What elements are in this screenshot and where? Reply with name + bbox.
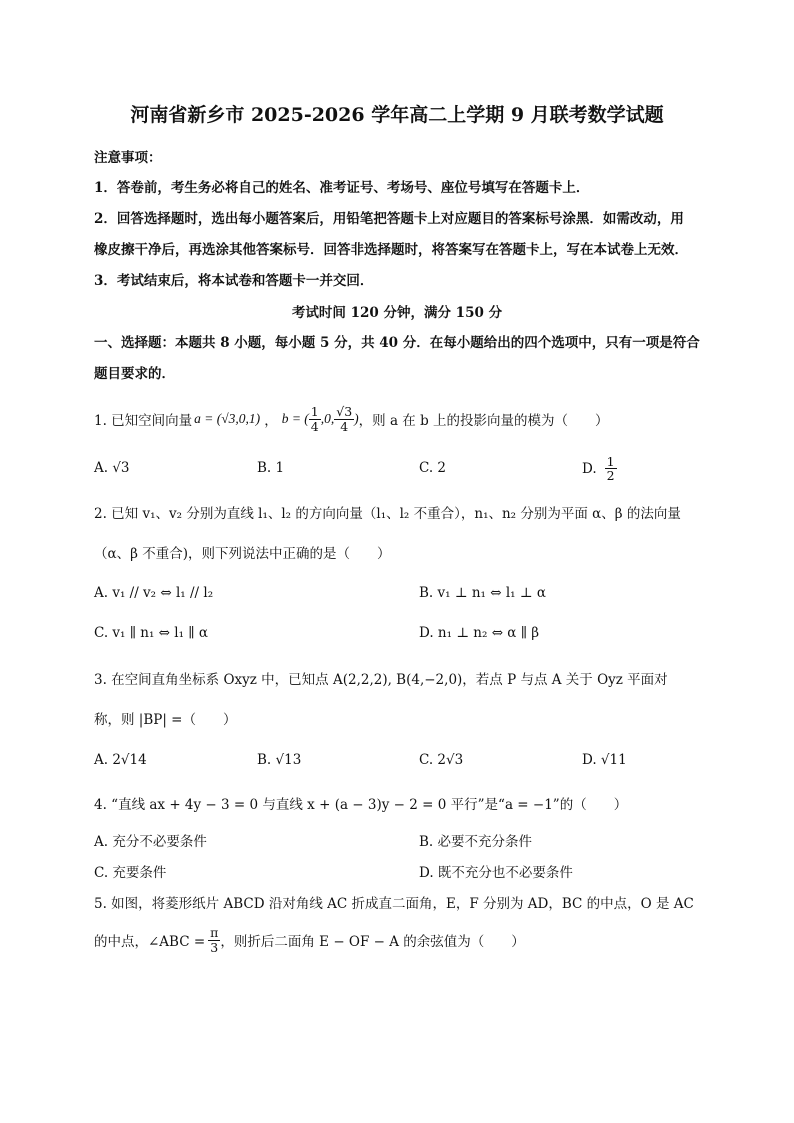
notice-heading: 注意事项： <box>94 150 162 166</box>
q2-line-1: 2. 已知 v₁、v₂ 分别为直线 l₁、l₂ 的方向向量（l₁、l₂ 不重合），n₁、n₂ 分别为平面 α、β 的法向量 <box>94 506 681 522</box>
q3-option-d[interactable]: D. √11 <box>582 752 627 768</box>
page-title: 河南省新乡市 2025-2026 学年高二上学期 9 月联考数学试题 <box>130 104 664 126</box>
q1-fraction-1: $\frac{1}{4}$ <box>310 404 319 434</box>
q1-vector-b-prefix: b = ( <box>281 411 309 426</box>
notice-item-3: 3．考试结束后，将本试卷和答题卡一并交回． <box>94 273 374 289</box>
section-1-line-2: 题目要求的． <box>94 366 175 382</box>
q3-option-a[interactable]: A. 2√14 <box>94 752 147 768</box>
q2-line-2: （α、β 不重合)，则下列说法中正确的是（ ） <box>94 546 391 562</box>
q1-option-d-fraction: $\frac{1}{2}$ <box>606 454 615 484</box>
q5-line-2-suffix: ，则折后二面角 E − OF − A 的余弦值为（ ） <box>220 934 525 950</box>
section-1-line-1: 一、选择题：本题共 8 小题，每小题 5 分，共 40 分．在每小题给出的四个选项中，只有一项是符合 <box>94 335 700 351</box>
exam-info: 考试时间 120 分钟，满分 150 分 <box>291 305 503 321</box>
q4-option-d[interactable]: D. 既不充分也不必要条件 <box>419 865 573 881</box>
q1-suffix: ，则 a 在 b 上的投影向量的模为（ ） <box>358 413 609 429</box>
q1-vector-a: a = (√3,0,1) <box>194 411 261 426</box>
q2-option-d[interactable]: D. n₁ ⊥ n₂ ⇔ α ∥ β <box>419 625 540 641</box>
q3-line-1: 3. 在空间直角坐标系 Oxyz 中，已知点 A(2,2,2), B(4,−2,0)，若点 P 与点 A 关于 Oyz 平面对 <box>94 672 668 688</box>
q3-option-c[interactable]: C. 2√3 <box>419 752 464 768</box>
q1-prefix: 1. 已知空间向量 <box>94 413 193 429</box>
q4-line-1: 4. “直线 ax + 4y − 3 = 0 与直线 x + (a − 3)y − 2 = 0 平行”是“a = −1”的（ ） <box>94 797 628 813</box>
q4-option-a[interactable]: A. 充分不必要条件 <box>94 834 207 850</box>
question-1: 1. 已知空间向量 a = (√3,0,1) ， b = ( $\frac{1}{4}$ ,0, $\frac{√3}{4}$ ) ，则 a 在 b 上的投影向量的模为（ ） <box>94 404 609 434</box>
q3-line-2: 称，则 |BP| =（ ） <box>94 712 237 728</box>
q1-fraction-2: $\frac{√3}{4}$ <box>336 404 353 434</box>
q5-fraction: $\frac{\pi}{3}$ <box>210 925 219 955</box>
q1-vector-b-mid: ,0, <box>320 411 335 426</box>
q1-option-c[interactable]: C. 2 <box>419 460 447 476</box>
q4-option-c[interactable]: C. 充要条件 <box>94 865 167 881</box>
notice-item-2-line-1: 2．回答选择题时，选出每小题答案后，用铅笔把答题卡上对应题目的答案标号涂黑．如需改动，用 <box>94 211 684 227</box>
q5-line-1: 5. 如图，将菱形纸片 ABCD 沿对角线 AC 折成直二面角，E，F 分别为 AD，BC 的中点，O 是 AC <box>94 896 694 912</box>
q3-option-b[interactable]: B. √13 <box>257 752 302 768</box>
q2-option-b[interactable]: B. v₁ ⊥ n₁ ⇔ l₁ ⊥ α <box>419 585 546 601</box>
q1-option-d[interactable]: D. $\frac{1}{2}$ <box>582 454 615 484</box>
notice-item-2-line-2: 橡皮擦干净后，再选涂其他答案标号．回答非选择题时，将答案写在答题卡上，写在本试卷上无效． <box>94 242 688 258</box>
q2-option-c[interactable]: C. v₁ ∥ n₁ ⇔ l₁ ∥ α <box>94 625 208 641</box>
q1-option-b[interactable]: B. 1 <box>257 460 285 476</box>
q1-vector-b-end: ) <box>354 411 359 426</box>
q5-line-2 <box>94 920 525 960</box>
q2-option-a[interactable]: A. v₁ // v₂ ⇔ l₁ // l₂ <box>94 585 214 601</box>
notice-item-1: 1．答卷前，考生务必将自己的姓名、准考证号、考场号、座位号填写在答题卡上． <box>94 180 590 196</box>
q1-option-a[interactable]: A. √3 <box>94 460 130 476</box>
q4-option-b[interactable]: B. 必要不充分条件 <box>419 834 533 850</box>
q5-line-2-prefix: 的中点，∠ABC = <box>94 934 206 950</box>
